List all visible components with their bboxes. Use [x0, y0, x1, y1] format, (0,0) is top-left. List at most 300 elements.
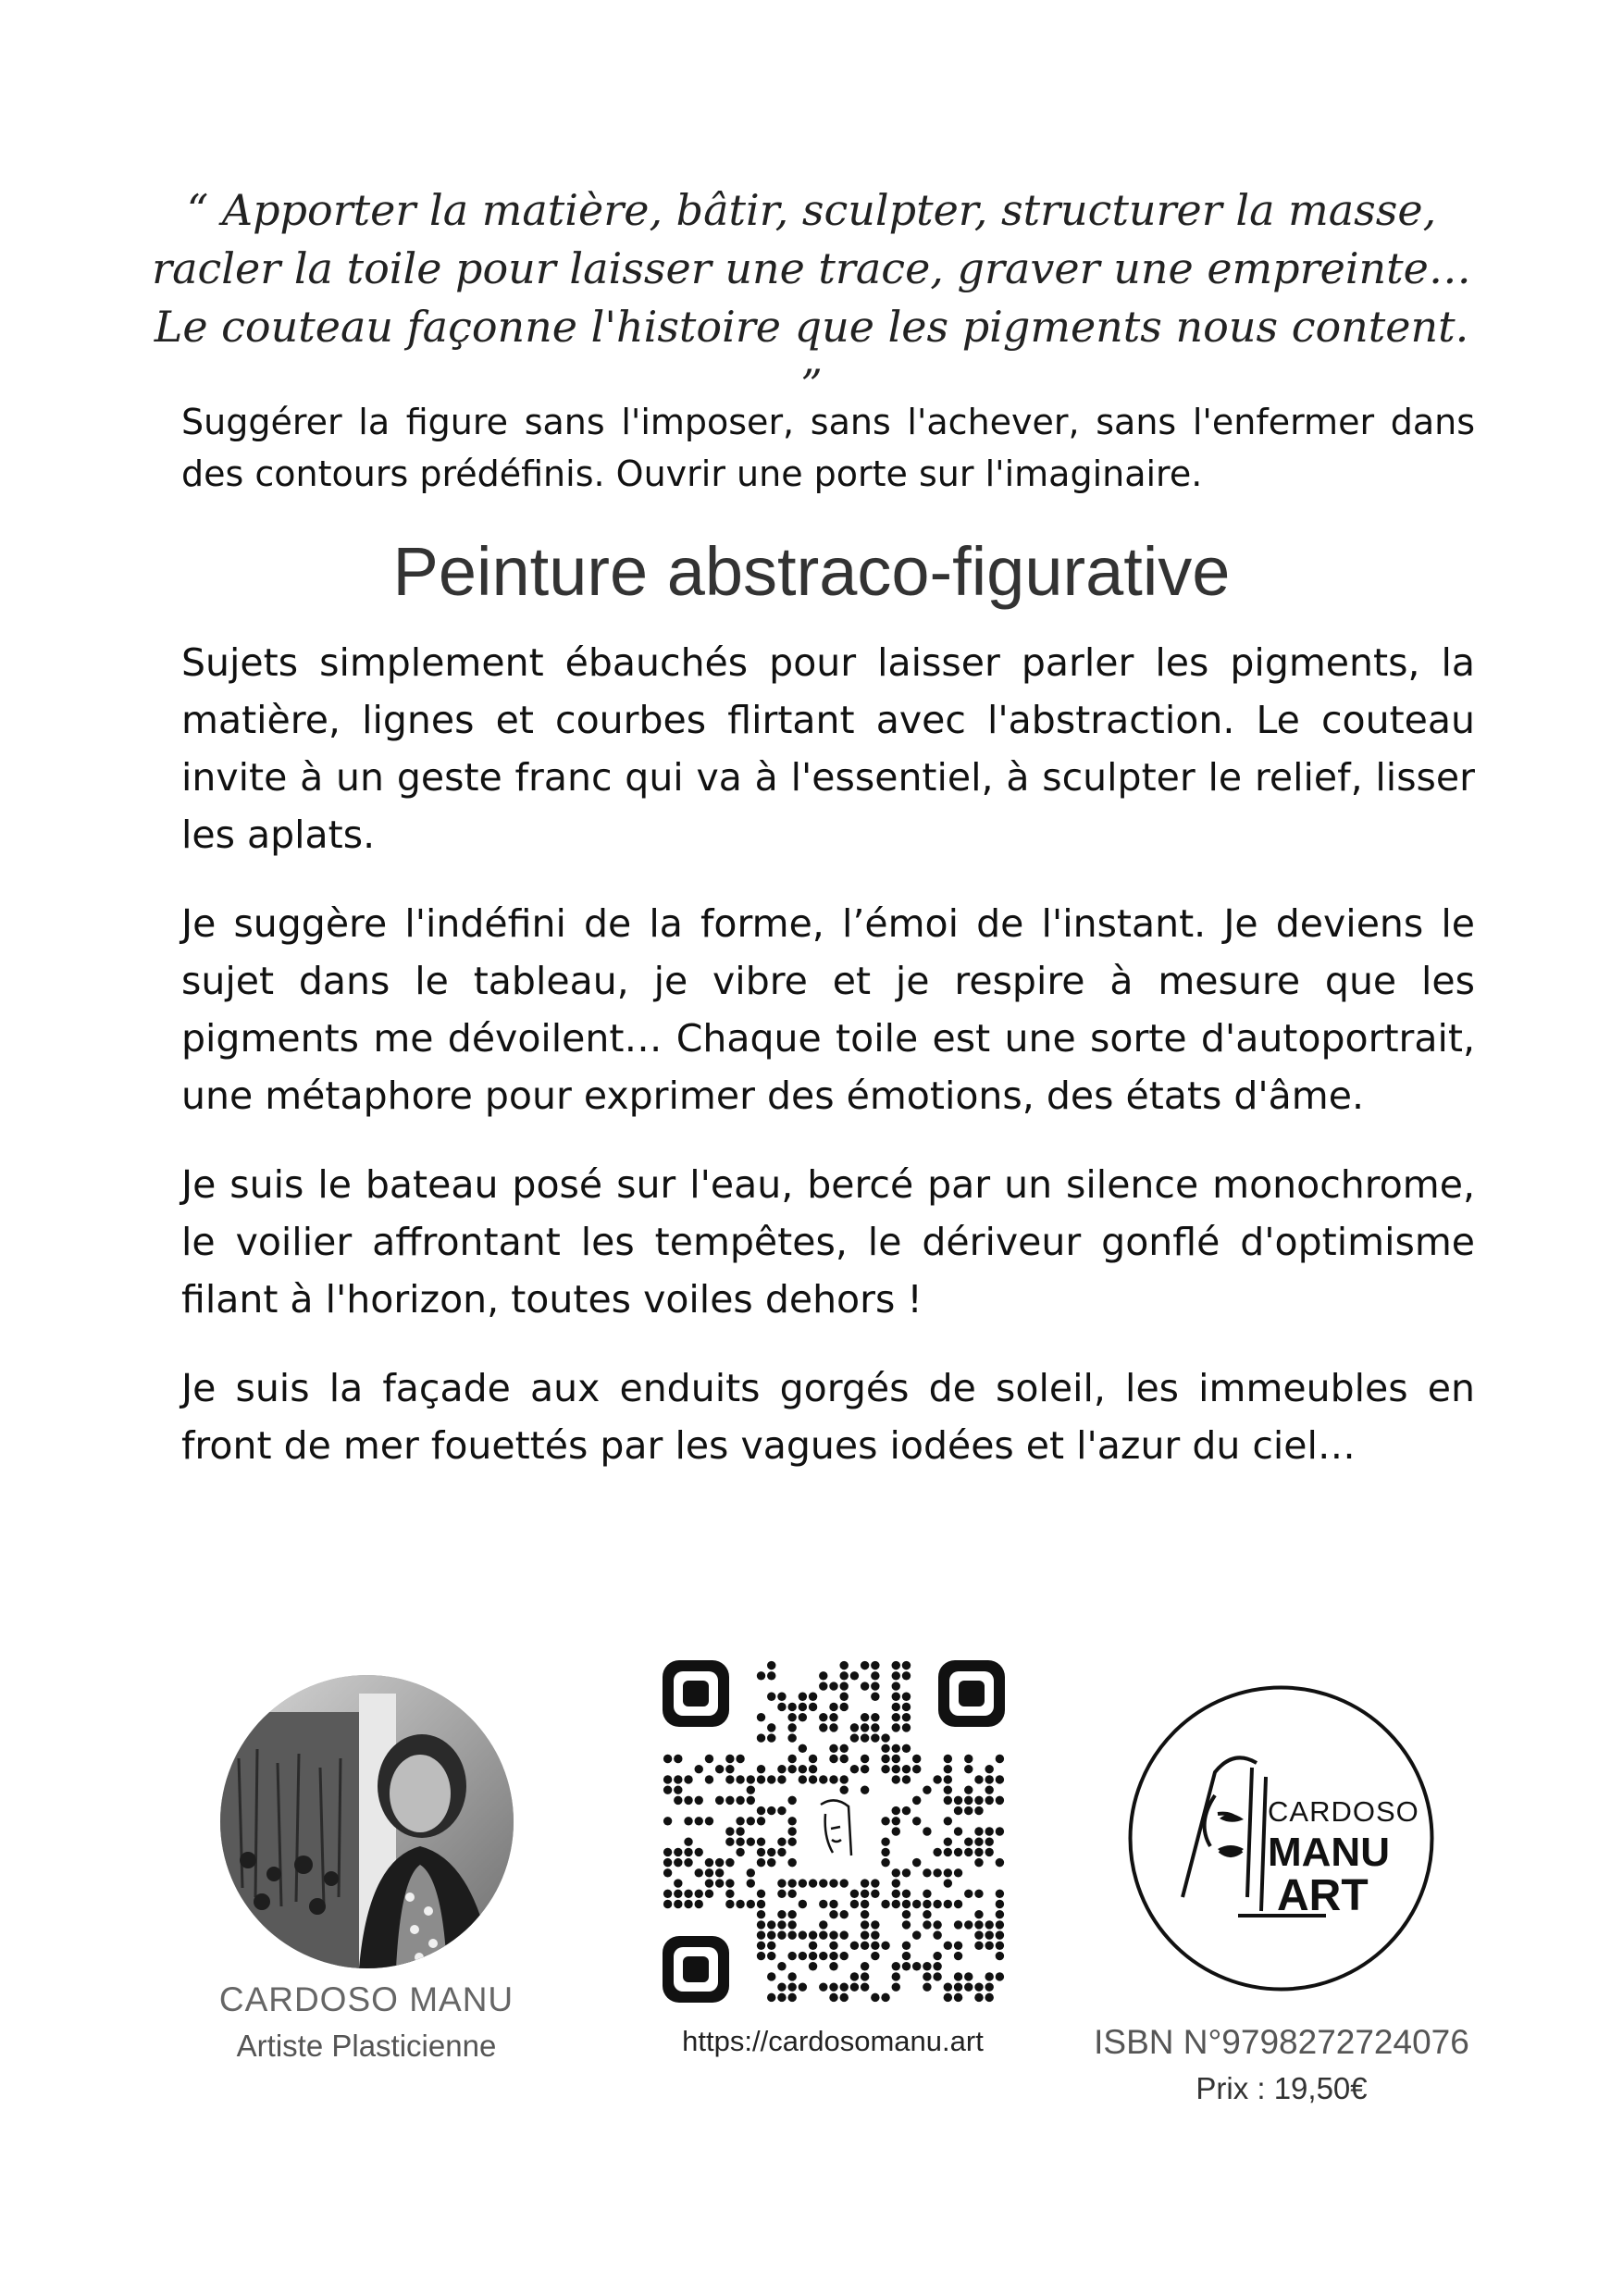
qr-module [799, 1900, 807, 1908]
qr-module [912, 1796, 921, 1805]
qr-module [892, 1693, 900, 1701]
logo-line-3: ART [1277, 1871, 1369, 1920]
qr-module [861, 1713, 869, 1721]
qr-module [944, 1775, 952, 1783]
qr-module [933, 1775, 941, 1783]
qr-module [923, 1910, 931, 1918]
qr-module [850, 1765, 859, 1773]
qr-module [861, 1942, 869, 1950]
qr-module [767, 1693, 775, 1701]
qr-module [850, 1733, 859, 1742]
qr-module [787, 1733, 796, 1742]
qr-module [996, 1858, 1004, 1867]
qr-module [892, 1765, 900, 1773]
artist-name: CARDOSO MANU [218, 1980, 514, 2018]
qr-module [674, 1755, 682, 1763]
qr-module [674, 1796, 682, 1805]
qr-module [767, 1806, 775, 1815]
qr-module [954, 1952, 962, 1960]
qr-module [881, 1858, 889, 1867]
qr-module [861, 1890, 869, 1898]
qr-module [684, 1817, 692, 1825]
qr-module [819, 1775, 827, 1783]
qr-module [777, 1993, 786, 2002]
qr-module [985, 1838, 993, 1846]
qr-module [757, 1900, 765, 1908]
qr-module [933, 1972, 941, 1980]
qr-module [892, 1671, 900, 1680]
qr-module [819, 1982, 827, 1991]
qr-module [954, 1827, 962, 1835]
qr-module [840, 1910, 849, 1918]
qr-module [933, 1962, 941, 1970]
qr-module [829, 1993, 837, 2002]
qr-module [663, 1785, 672, 1793]
qr-module [787, 1703, 796, 1711]
qr-module [964, 1785, 973, 1793]
qr-module [881, 1900, 889, 1908]
qr-module [777, 1848, 786, 1856]
qr-module [923, 1785, 931, 1793]
qr-module [974, 1796, 983, 1805]
qr-module [944, 1879, 952, 1887]
qr-module [736, 1796, 744, 1805]
qr-module [829, 1910, 837, 1918]
qr-module [996, 1796, 1004, 1805]
qr-module [974, 1848, 983, 1856]
qr-module [902, 1671, 911, 1680]
qr-module [757, 1733, 765, 1742]
qr-module [985, 1827, 993, 1835]
qr-module [787, 1952, 796, 1960]
website-link[interactable]: https://cardosomanu.art [682, 2025, 984, 2057]
qr-module [725, 1858, 734, 1867]
body-text [181, 634, 1475, 1506]
qr-module [861, 1972, 869, 1980]
qr-module [829, 1775, 837, 1783]
qr-module [767, 1858, 775, 1867]
qr-module [964, 1920, 973, 1929]
qr-module [674, 1890, 682, 1898]
qr-module [663, 1858, 672, 1867]
qr-module [757, 1806, 765, 1815]
qr-module [985, 1920, 993, 1929]
qr-module [799, 1693, 807, 1701]
qr-module [715, 1858, 724, 1867]
qr-module [964, 1838, 973, 1846]
qr-module [725, 1890, 734, 1898]
qr-module [944, 1765, 952, 1773]
qr-module [985, 1930, 993, 1939]
qr-module [767, 1930, 775, 1939]
qr-module [892, 1817, 900, 1825]
qr-finder-top-left [663, 1660, 729, 1727]
qr-module [912, 1962, 921, 1970]
qr-module [861, 1879, 869, 1887]
qr-module [954, 1982, 962, 1991]
qr-module [725, 1879, 734, 1887]
qr-module [974, 1993, 983, 2002]
qr-module [747, 1817, 755, 1825]
qr-module [695, 1890, 703, 1898]
qr-module [757, 1920, 765, 1929]
qr-module [840, 1661, 849, 1669]
qr-module [964, 1765, 973, 1773]
qr-module [881, 1848, 889, 1856]
qr-module [799, 1930, 807, 1939]
qr-module [892, 1703, 900, 1711]
qr-module [777, 1910, 786, 1918]
qr-module [777, 1982, 786, 1991]
qr-module [933, 1952, 941, 1960]
qr-module [881, 1838, 889, 1846]
qr-module [944, 1900, 952, 1908]
qr-module [944, 1993, 952, 2002]
qr-module [725, 1755, 734, 1763]
qr-module [881, 1733, 889, 1742]
qr-module [996, 1755, 1004, 1763]
qr-module [902, 1693, 911, 1701]
qr-module [850, 1982, 859, 1991]
qr-module [695, 1817, 703, 1825]
intro-paragraph: Suggérer la figure sans l'imposer, sans l'achever, sans l'enfermer dans des contours prédéfinis. Ouvrir une porte sur l'imaginaire. [181, 402, 1475, 494]
qr-module [663, 1900, 672, 1908]
qr-module [996, 1972, 1004, 1980]
qr-module [767, 1775, 775, 1783]
qr-module [799, 1713, 807, 1721]
qr-module [861, 1900, 869, 1908]
qr-module [974, 1858, 983, 1867]
qr-module [777, 1765, 786, 1773]
qr-module [809, 1775, 817, 1783]
qr-module [840, 1993, 849, 2002]
qr-module [985, 1972, 993, 1980]
qr-module [933, 1848, 941, 1856]
qr-module [757, 1848, 765, 1856]
qr-module [933, 1920, 941, 1929]
qr-module [799, 1703, 807, 1711]
qr-module [705, 1755, 713, 1763]
qr-module [725, 1775, 734, 1783]
qr-module [850, 1900, 859, 1908]
qr-module [736, 1775, 744, 1783]
qr-module [829, 1930, 837, 1939]
qr-module [777, 1930, 786, 1939]
qr-module [954, 1993, 962, 2002]
qr-module [954, 1796, 962, 1805]
qr-module [829, 1952, 837, 1960]
qr-module [799, 1765, 807, 1773]
qr-module [809, 1765, 817, 1773]
qr-module [892, 1962, 900, 1970]
qr-module [684, 1900, 692, 1908]
qr-module [747, 1838, 755, 1846]
qr-module [757, 1817, 765, 1825]
qr-module [705, 1775, 713, 1783]
qr-module [840, 1775, 849, 1783]
qr-module [684, 1890, 692, 1898]
price: Prix : 19,50€ [1196, 2071, 1368, 2105]
qr-module [777, 1879, 786, 1887]
qr-module [819, 1920, 827, 1929]
qr-module [871, 1879, 879, 1887]
qr-module [777, 1890, 786, 1898]
qr-module [819, 1682, 827, 1690]
qr-module [954, 1942, 962, 1950]
section-heading: Peinture abstraco-figurative [392, 533, 1231, 610]
qr-module [705, 1879, 713, 1887]
qr-module [861, 1785, 869, 1793]
qr-module [964, 1982, 973, 1991]
qr-module [829, 1682, 837, 1690]
qr-module [944, 1942, 952, 1950]
qr-module [809, 1879, 817, 1887]
qr-module [747, 1796, 755, 1805]
qr-module [799, 1879, 807, 1887]
qr-module [695, 1765, 703, 1773]
qr-module [840, 1982, 849, 1991]
qr-module [964, 1972, 973, 1980]
qr-module [787, 1930, 796, 1939]
qr-module [829, 1900, 837, 1908]
qr-module [736, 1827, 744, 1835]
qr-module [819, 1930, 827, 1939]
qr-module [767, 1733, 775, 1742]
qr-module [809, 1962, 817, 1970]
qr-module [747, 1775, 755, 1783]
brand-logo [1127, 1684, 1435, 1992]
qr-module [757, 1890, 765, 1898]
qr-module [892, 1890, 900, 1898]
qr-module [787, 1879, 796, 1887]
qr-module [787, 1723, 796, 1731]
qr-module [840, 1682, 849, 1690]
qr-module [933, 1930, 941, 1939]
qr-module [974, 1838, 983, 1846]
qr-module [695, 1868, 703, 1877]
qr-module [777, 1775, 786, 1783]
qr-module [954, 1920, 962, 1929]
paragraph: Je suis la façade aux enduits gorgés de soleil, les immeubles en front de mer fouettés par les vagues iodées et l'azur du ciel… [181, 1366, 1475, 1468]
qr-module [757, 1942, 765, 1950]
quote-line-1: “ Apporter la matière, bâtir, sculpter, structurer la masse, [186, 185, 1437, 235]
qr-module [944, 1982, 952, 1991]
qr-module [799, 1775, 807, 1783]
qr-module [861, 1755, 869, 1763]
qr-module [777, 1838, 786, 1846]
qr-module [663, 1755, 672, 1763]
qr-module [996, 1920, 1004, 1929]
qr-module [912, 1858, 921, 1867]
qr-module [787, 1817, 796, 1825]
qr-module [861, 1682, 869, 1690]
qr-module [767, 1723, 775, 1731]
qr-module [684, 1858, 692, 1867]
qr-module [674, 1775, 682, 1783]
qr-module [819, 1879, 827, 1887]
qr-module [902, 1744, 911, 1753]
qr-module [954, 1806, 962, 1815]
qr-module [985, 1785, 993, 1793]
qr-module [684, 1796, 692, 1805]
qr-module [684, 1848, 692, 1856]
qr-module [974, 1775, 983, 1783]
qr-module [923, 1868, 931, 1877]
qr-module [912, 1900, 921, 1908]
qr-module [787, 1765, 796, 1773]
qr-module [985, 1982, 993, 1991]
qr-module [985, 1765, 993, 1773]
qr-module [840, 1952, 849, 1960]
paragraph: Sujets simplement ébauchés pour laisser parler les pigments, la matière, lignes et courbes flirtant avec l'abstraction. Le couteau invite à un geste franc qui va à l'essentiel, à sculpter le relief, lisser les aplats. [181, 640, 1475, 857]
qr-module [829, 1723, 837, 1731]
qr-module [787, 1796, 796, 1805]
qr-module [985, 1796, 993, 1805]
qr-module [725, 1838, 734, 1846]
qr-module [799, 1952, 807, 1960]
qr-module [861, 1930, 869, 1939]
qr-module [964, 1848, 973, 1856]
qr-module [787, 1755, 796, 1763]
qr-module [923, 1827, 931, 1835]
qr-module [705, 1858, 713, 1867]
qr-module [850, 1942, 859, 1950]
qr-module [850, 1723, 859, 1731]
qr-module [695, 1796, 703, 1805]
qr-module [777, 1693, 786, 1701]
qr-module [902, 1765, 911, 1773]
qr-module [787, 1827, 796, 1835]
qr-module [996, 1827, 1004, 1835]
artist-portrait [220, 1675, 514, 1968]
qr-module [747, 1785, 755, 1793]
qr-code-image [659, 1657, 1009, 2006]
qr-module [902, 1661, 911, 1669]
qr-module [944, 1838, 952, 1846]
qr-module [881, 1993, 889, 2002]
qr-module [871, 1661, 879, 1669]
qr-module [777, 1703, 786, 1711]
qr-module [684, 1775, 692, 1783]
qr-module [923, 1900, 931, 1908]
qr-module [954, 1868, 962, 1877]
qr-module [787, 1972, 796, 1980]
qr-module [787, 1838, 796, 1846]
qr-module [902, 1806, 911, 1815]
qr-module [674, 1858, 682, 1867]
qr-module [923, 1982, 931, 1991]
qr-module [923, 1920, 931, 1929]
qr-module [809, 1942, 817, 1950]
qr-module [850, 1890, 859, 1898]
qr-module [819, 1723, 827, 1731]
qr-module [881, 1942, 889, 1950]
qr-module [974, 1806, 983, 1815]
qr-module [809, 1952, 817, 1960]
qr-module [736, 1900, 744, 1908]
qr-module [819, 1900, 827, 1908]
qr-module [892, 1972, 900, 1980]
qr-module [663, 1868, 672, 1877]
qr-module [892, 1682, 900, 1690]
qr-module [674, 1900, 682, 1908]
qr-module [736, 1838, 744, 1846]
qr-module [996, 1775, 1004, 1783]
qr-module [725, 1765, 734, 1773]
qr-module [902, 1890, 911, 1898]
qr-module [996, 1952, 1004, 1960]
qr-module [881, 1744, 889, 1753]
qr-module [799, 1744, 807, 1753]
qr-module [871, 1993, 879, 2002]
qr-module [985, 1775, 993, 1783]
qr-module [829, 1879, 837, 1887]
qr-module [996, 1900, 1004, 1908]
qr-module [974, 1910, 983, 1918]
qr-module [892, 1661, 900, 1669]
qr-module [954, 1972, 962, 1980]
qr-module [892, 1879, 900, 1887]
qr-module [871, 1713, 879, 1721]
qr-module [902, 1868, 911, 1877]
brand-logo-image [1127, 1684, 1435, 1992]
qr-module [829, 1962, 837, 1970]
qr-module [902, 1900, 911, 1908]
qr-module [974, 1982, 983, 1991]
qr-module [964, 1796, 973, 1805]
qr-module [892, 1806, 900, 1815]
qr-module [767, 1972, 775, 1980]
logo-line-1: CARDOSO [1268, 1795, 1419, 1828]
qr-code[interactable] [659, 1657, 1009, 2006]
qr-module [985, 1993, 993, 2002]
qr-module [964, 1890, 973, 1898]
qr-module [974, 1930, 983, 1939]
isbn-number: ISBN N°9798272724076 [1094, 2023, 1469, 2061]
qr-module [767, 1661, 775, 1669]
qr-module [674, 1785, 682, 1793]
qr-module [881, 1755, 889, 1763]
qr-module [663, 1890, 672, 1898]
qr-module [767, 1848, 775, 1856]
qr-module [881, 1817, 889, 1825]
qr-module [892, 1723, 900, 1731]
qr-module [871, 1952, 879, 1960]
qr-module [881, 1765, 889, 1773]
qr-module [892, 1775, 900, 1783]
qr-module [715, 1868, 724, 1877]
quote-line-2: racler la toile pour laisser une trace, graver une empreinte… [152, 243, 1471, 293]
qr-module [684, 1838, 692, 1846]
qr-module [757, 1910, 765, 1918]
qr-module [674, 1879, 682, 1887]
qr-module [767, 1952, 775, 1960]
qr-module [974, 1827, 983, 1835]
qr-module [912, 1755, 921, 1763]
qr-module [757, 1858, 765, 1867]
qr-module [861, 1661, 869, 1669]
qr-module [974, 1942, 983, 1950]
qr-module [944, 1755, 952, 1763]
qr-module [974, 1890, 983, 1898]
qr-module [767, 1920, 775, 1929]
qr-module [809, 1703, 817, 1711]
qr-module [964, 1755, 973, 1763]
qr-module [996, 1942, 1004, 1950]
qr-module [715, 1879, 724, 1887]
qr-module [725, 1827, 734, 1835]
qr-module [787, 1910, 796, 1918]
